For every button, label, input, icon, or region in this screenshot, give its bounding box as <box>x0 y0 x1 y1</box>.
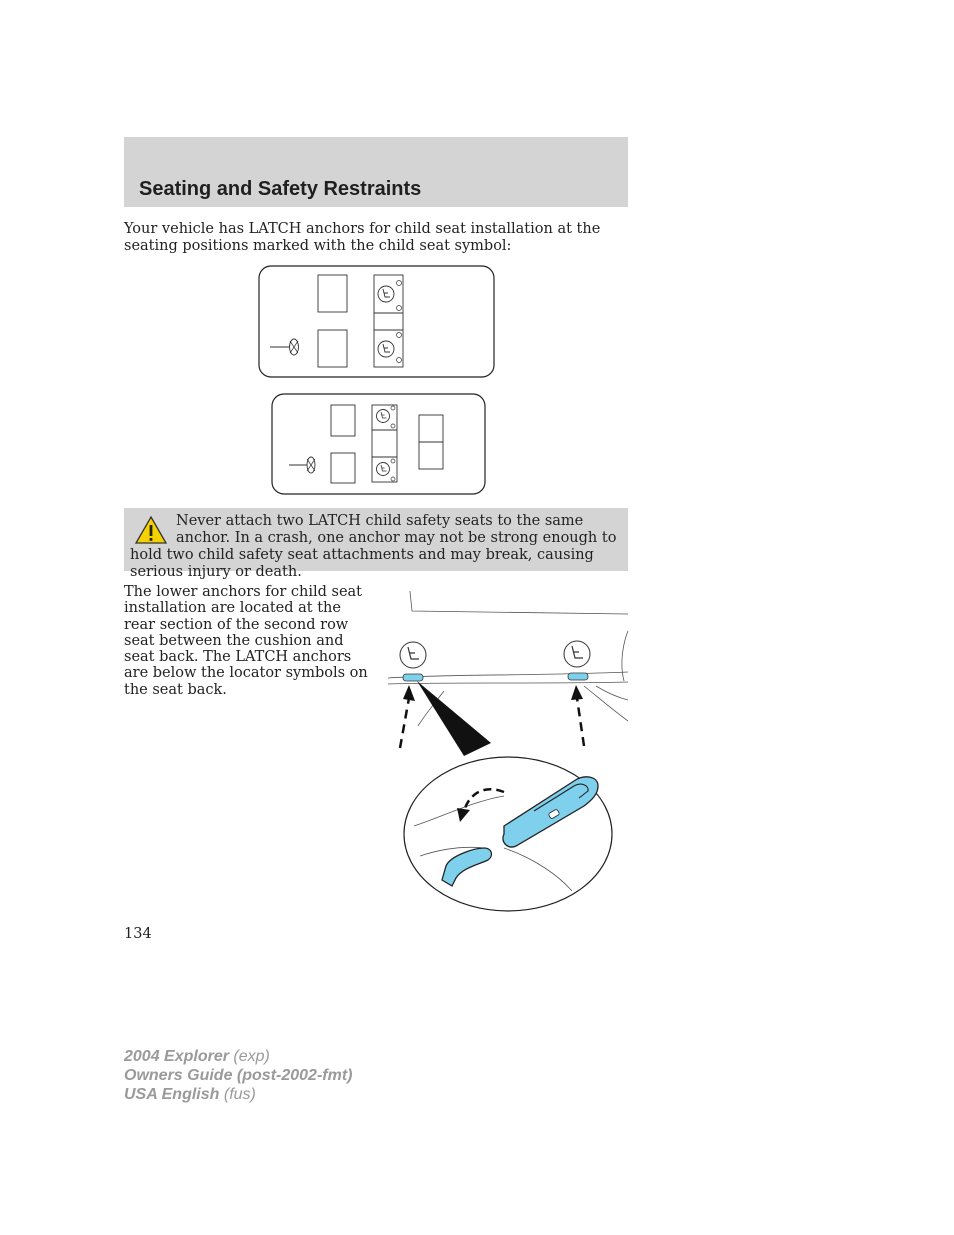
section-title: Seating and Safety Restraints <box>139 178 422 200</box>
footer-language-code: (fus) <box>219 1086 256 1103</box>
front-seat <box>318 275 347 312</box>
latch-anchor <box>568 673 588 680</box>
intro-paragraph: Your vehicle has LATCH anchors for child seat installation at the seating positions marked with the child seat symbol: <box>124 221 601 254</box>
front-seat <box>331 453 355 483</box>
document-footer <box>124 1047 352 1104</box>
seating-diagram-bottom <box>271 393 487 496</box>
page-number: 134 <box>124 926 152 942</box>
latch-anchor-illustration <box>384 586 630 916</box>
child-seat-icon <box>377 406 396 428</box>
footer-vehicle-code: (exp) <box>228 1048 270 1065</box>
child-seat-icon <box>378 281 402 311</box>
lower-anchor-paragraph: The lower anchors for child seat installation are located at the rear section of the second row seat between the cushion and seat back. The LATCH anchors are below the locator symbols on the seat back. <box>124 584 368 698</box>
footer-language: USA English <box>124 1086 220 1103</box>
arrow-up-icon <box>571 685 583 700</box>
footer-guide: Owners Guide (post-2002-fmt) <box>124 1067 353 1084</box>
section-header-band <box>124 137 628 207</box>
arrow-up-icon <box>403 685 415 701</box>
child-seat-locator-icon <box>400 642 426 668</box>
child-seat-icon <box>378 333 402 363</box>
seating-diagram-top <box>258 265 496 379</box>
child-seat-locator-icon <box>564 641 590 667</box>
warning-triangle-icon <box>134 515 168 545</box>
warning-box <box>124 508 628 580</box>
latch-anchor <box>403 674 423 681</box>
footer-vehicle: 2004 Explorer <box>124 1048 229 1065</box>
child-seat-icon <box>377 459 396 481</box>
front-seat <box>318 330 347 367</box>
front-seat <box>331 405 355 436</box>
warning-text: Never attach two LATCH child safety seats to the same anchor. In a crash, one anchor may not be strong enough to hold two child safety seat attachments and may break, causing serious injury or death. <box>130 513 617 580</box>
